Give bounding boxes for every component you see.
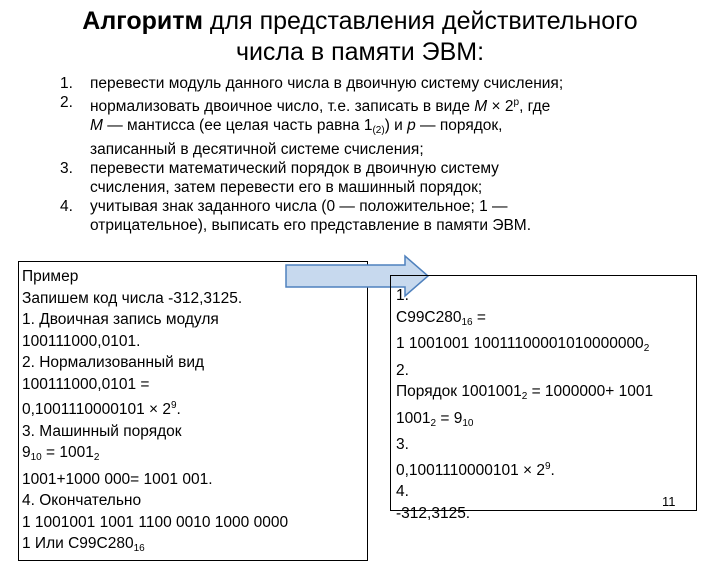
step-text: , где (519, 98, 551, 115)
example-heading: Пример (22, 268, 79, 285)
text: = 9 (436, 409, 463, 427)
sub: 16 (133, 543, 145, 554)
page-number: 11 (662, 494, 676, 509)
text: 1001 (396, 409, 431, 427)
sub: 2 (521, 391, 528, 402)
step-text: записанный в десятичной системе счисления; (90, 141, 424, 158)
slide-title (0, 6, 720, 68)
step-text: перевести математический порядок в двоичную систему (90, 160, 499, 177)
sub: 16 (461, 316, 473, 328)
solution-line: -312,3125. (396, 504, 471, 522)
example-line: 3. Машинный порядок (22, 422, 182, 440)
title-rest: для представления действительного (202, 7, 638, 35)
example-line: 2. Нормализованный вид (22, 354, 205, 371)
step-text: × 2 (487, 98, 514, 115)
sub: 2 (93, 452, 100, 463)
step-sup: p (513, 97, 520, 108)
solution-line (396, 456, 696, 482)
example-line (22, 442, 367, 469)
title-bold: Алгоритм (82, 7, 203, 35)
text: С99С280 (396, 308, 462, 326)
sup: 9 (170, 400, 177, 411)
solution-line: 4. (396, 483, 409, 500)
example-line: Запишем код числа -312,3125. (22, 289, 243, 307)
solution-box (390, 275, 697, 522)
step-2 (60, 93, 680, 159)
example-line: 100111000,0101 = (22, 375, 150, 393)
solution-line (396, 333, 696, 360)
step-3 (60, 159, 680, 197)
solution-line: 3. (396, 436, 409, 453)
text: Порядок 1001001 (396, 383, 522, 400)
example-line: 100111000,0101. (22, 332, 141, 350)
text: 0,1001110000101 × 2 (396, 461, 545, 479)
sub: 10 (30, 452, 42, 463)
step-number: 2. (60, 94, 73, 111)
algorithm-steps (60, 74, 680, 235)
example-line (22, 395, 367, 421)
text: . (550, 461, 555, 479)
step-text: счисления, затем перевести его в машинный порядок; (90, 179, 483, 196)
solution-line (396, 381, 696, 408)
step-number: 3. (60, 160, 73, 177)
sub: 2 (430, 417, 437, 429)
solution-line: 2. (396, 361, 409, 379)
example-line: 1001+1000 000= 1001 001. (22, 470, 213, 488)
sup: 9 (544, 460, 551, 472)
step-var: p (407, 117, 416, 134)
text: = (472, 308, 486, 326)
sub: 2 (643, 343, 650, 354)
example-line: 4. Окончательно (22, 492, 142, 509)
step-text: ) и (384, 117, 408, 134)
text: = 1001 (41, 444, 94, 461)
step-text: нормализовать двоичное число, т.е. записать в виде (90, 98, 475, 115)
step-var: M (90, 117, 103, 134)
example-line (22, 533, 367, 560)
solution-line (396, 408, 696, 435)
step-text: отрицательное), выписать его представление в памяти ЭВМ. (90, 217, 532, 234)
text: 9 (22, 444, 31, 461)
text: . (176, 401, 181, 418)
step-var: M (474, 98, 488, 115)
solution-line: 1. (396, 287, 409, 304)
title-line2: числа в памяти ЭВМ: (235, 38, 485, 66)
example-box (18, 261, 368, 561)
step-number: 4. (60, 198, 73, 215)
example-line: 1 1001001 1001 1100 0010 1000 0000 (22, 513, 289, 531)
text: = 1000000+ 1001 (527, 383, 654, 400)
solution-line (396, 307, 696, 334)
sub: 10 (462, 417, 474, 429)
step-text: учитывая знак заданного числа (0 — положительное; 1 — (90, 198, 508, 215)
text: 1 Или С99С280 (22, 535, 134, 552)
step-text: — мантисса (ее целая часть равна 1 (102, 117, 373, 134)
step-1 (60, 74, 680, 93)
step-text: — порядок, (415, 117, 503, 134)
text: 0,1001110000101 × 2 (22, 401, 171, 418)
step-text: перевести модуль данного числа в двоичную систему счисления; (90, 75, 564, 92)
step-number: 1. (60, 75, 73, 92)
text: 1 1001001 10011100001010000000 (396, 335, 644, 352)
example-line: 1. Двоичная запись модуля (22, 311, 219, 328)
step-sub: (2) (372, 125, 385, 136)
step-4 (60, 197, 680, 235)
